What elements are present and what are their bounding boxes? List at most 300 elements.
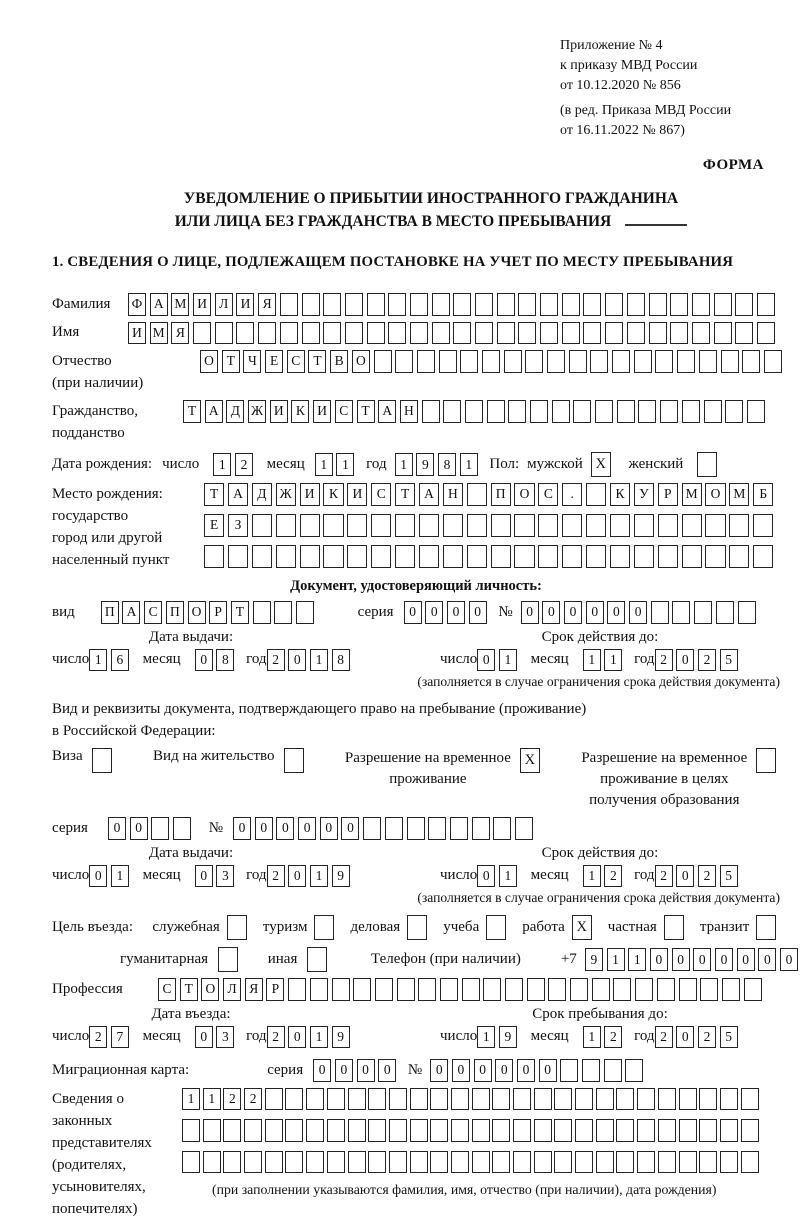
cell[interactable] <box>92 748 112 773</box>
cell[interactable] <box>505 978 523 1001</box>
cell[interactable]: Б <box>753 483 773 506</box>
birth-place-cells-row2[interactable] <box>204 514 777 537</box>
cell[interactable] <box>637 1119 655 1142</box>
cell[interactable]: 2 <box>655 865 673 888</box>
cell[interactable] <box>699 350 717 373</box>
cell[interactable] <box>285 1151 303 1174</box>
cell[interactable] <box>518 293 536 316</box>
cell[interactable]: А <box>122 601 140 624</box>
cell[interactable]: 0 <box>335 1059 353 1082</box>
phone-cells[interactable] <box>585 948 800 971</box>
cell[interactable]: О <box>188 601 206 624</box>
cell[interactable]: Т <box>395 483 415 506</box>
birth-month-cells[interactable] <box>315 453 358 476</box>
cell[interactable]: Р <box>266 978 284 1001</box>
cell[interactable] <box>682 400 700 423</box>
cell[interactable]: А <box>378 400 396 423</box>
cell[interactable]: 0 <box>542 601 560 624</box>
cell[interactable] <box>280 322 298 345</box>
cell[interactable] <box>375 978 393 1001</box>
cell[interactable]: 9 <box>585 948 603 971</box>
cell[interactable] <box>714 322 732 345</box>
cell[interactable]: С <box>287 350 305 373</box>
cell[interactable] <box>649 322 667 345</box>
cell[interactable] <box>276 514 296 537</box>
cell[interactable]: 0 <box>737 948 755 971</box>
cell[interactable] <box>540 293 558 316</box>
stay-series-cells[interactable] <box>108 817 195 840</box>
cell[interactable] <box>582 1059 600 1082</box>
cell[interactable] <box>720 1088 738 1111</box>
cell[interactable] <box>475 322 493 345</box>
surname-cells[interactable] <box>128 293 779 316</box>
cell[interactable] <box>486 915 506 940</box>
cell[interactable] <box>679 1151 697 1174</box>
cell[interactable]: 0 <box>195 649 213 672</box>
cell[interactable]: 1 <box>395 453 413 476</box>
cell[interactable] <box>538 514 558 537</box>
cell[interactable] <box>705 545 725 568</box>
cell[interactable] <box>627 322 645 345</box>
cell[interactable] <box>562 545 582 568</box>
cell[interactable] <box>306 1119 324 1142</box>
cell[interactable] <box>487 400 505 423</box>
cell[interactable] <box>491 514 511 537</box>
cell[interactable]: 1 <box>89 649 107 672</box>
cell[interactable] <box>604 1059 622 1082</box>
cell[interactable] <box>616 1088 634 1111</box>
cell[interactable] <box>432 293 450 316</box>
cell[interactable] <box>440 978 458 1001</box>
cell[interactable] <box>658 514 678 537</box>
cell[interactable] <box>651 601 669 624</box>
cell[interactable] <box>483 978 501 1001</box>
stay-valid-year-cells[interactable] <box>655 865 742 888</box>
valid-day-cells[interactable] <box>477 649 520 672</box>
birth-place-cells-row1[interactable] <box>204 483 777 506</box>
entry-month-cells[interactable] <box>195 1026 238 1049</box>
citizenship-cells[interactable] <box>183 400 769 423</box>
cell[interactable] <box>389 1088 407 1111</box>
cell[interactable] <box>288 978 306 1001</box>
doc-kind-cells[interactable] <box>101 601 318 624</box>
cell[interactable] <box>756 748 776 773</box>
cell[interactable]: Т <box>183 400 201 423</box>
cell[interactable] <box>513 1151 531 1174</box>
cell[interactable] <box>634 350 652 373</box>
cell[interactable] <box>738 601 756 624</box>
cell[interactable]: 0 <box>288 1026 306 1049</box>
cell[interactable] <box>492 1119 510 1142</box>
purpose-transit-checkbox[interactable] <box>756 915 780 940</box>
representatives-cells-row3[interactable] <box>182 1151 761 1174</box>
cell[interactable]: П <box>491 483 511 506</box>
cell[interactable] <box>575 1119 593 1142</box>
cell[interactable] <box>735 293 753 316</box>
cell[interactable] <box>367 322 385 345</box>
cell[interactable] <box>348 1088 366 1111</box>
cell[interactable] <box>492 1088 510 1111</box>
cell[interactable]: 0 <box>298 817 316 840</box>
cell[interactable]: X <box>572 915 592 940</box>
cell[interactable] <box>515 817 533 840</box>
cell[interactable] <box>395 514 415 537</box>
profession-cells[interactable] <box>158 978 765 1001</box>
cell[interactable] <box>513 1119 531 1142</box>
cell[interactable]: 0 <box>629 601 647 624</box>
female-checkbox[interactable] <box>697 452 721 477</box>
cell[interactable] <box>482 350 500 373</box>
cell[interactable] <box>417 350 435 373</box>
cell[interactable]: 6 <box>111 649 129 672</box>
cell[interactable] <box>699 1151 717 1174</box>
cell[interactable] <box>638 400 656 423</box>
cell[interactable] <box>371 545 391 568</box>
doc-series-cells[interactable] <box>404 601 491 624</box>
cell[interactable] <box>306 1151 324 1174</box>
cell[interactable] <box>368 1088 386 1111</box>
cell[interactable]: З <box>228 514 248 537</box>
cell[interactable]: А <box>228 483 248 506</box>
cell[interactable]: 2 <box>698 649 716 672</box>
cell[interactable]: 0 <box>676 1026 694 1049</box>
cell[interactable]: С <box>538 483 558 506</box>
entry-year-cells[interactable] <box>267 1026 354 1049</box>
cell[interactable] <box>720 1151 738 1174</box>
cell[interactable] <box>443 545 463 568</box>
cell[interactable] <box>422 400 440 423</box>
birth-year-cells[interactable] <box>395 453 482 476</box>
cell[interactable]: 0 <box>469 601 487 624</box>
cell[interactable] <box>504 350 522 373</box>
cell[interactable] <box>721 350 739 373</box>
cell[interactable]: X <box>520 748 540 773</box>
cell[interactable]: 0 <box>586 601 604 624</box>
cell[interactable] <box>203 1151 221 1174</box>
given-name-cells[interactable] <box>128 322 779 345</box>
cell[interactable] <box>595 400 613 423</box>
cell[interactable] <box>300 514 320 537</box>
cell[interactable]: Ф <box>128 293 146 316</box>
valid-year-cells[interactable] <box>655 649 742 672</box>
cell[interactable] <box>348 1151 366 1174</box>
cell[interactable]: О <box>201 978 219 1001</box>
cell[interactable] <box>462 978 480 1001</box>
cell[interactable] <box>554 1119 572 1142</box>
cell[interactable] <box>569 350 587 373</box>
cell[interactable]: О <box>514 483 534 506</box>
cell[interactable]: К <box>291 400 309 423</box>
cell[interactable] <box>534 1119 552 1142</box>
purpose-private-checkbox[interactable] <box>664 915 688 940</box>
cell[interactable]: 2 <box>698 865 716 888</box>
cell[interactable]: 0 <box>255 817 273 840</box>
cell[interactable] <box>534 1151 552 1174</box>
cell[interactable] <box>586 545 606 568</box>
purpose-tourism-checkbox[interactable] <box>314 915 338 940</box>
cell[interactable]: Я <box>171 322 189 345</box>
cell[interactable]: 3 <box>216 865 234 888</box>
cell[interactable] <box>714 293 732 316</box>
valid-month-cells[interactable] <box>583 649 626 672</box>
cell[interactable] <box>367 293 385 316</box>
migration-number-cells[interactable] <box>430 1059 647 1082</box>
cell[interactable]: 0 <box>130 817 148 840</box>
cell[interactable] <box>548 978 566 1001</box>
cell[interactable]: 0 <box>477 649 495 672</box>
cell[interactable]: И <box>313 400 331 423</box>
cell[interactable] <box>439 350 457 373</box>
cell[interactable]: 9 <box>416 453 434 476</box>
purpose-study-checkbox[interactable] <box>486 915 510 940</box>
cell[interactable] <box>204 545 224 568</box>
cell[interactable] <box>193 322 211 345</box>
cell[interactable] <box>625 1059 643 1082</box>
cell[interactable] <box>540 322 558 345</box>
cell[interactable]: И <box>270 400 288 423</box>
cell[interactable] <box>612 350 630 373</box>
cell[interactable]: Т <box>204 483 224 506</box>
cell[interactable] <box>410 1151 428 1174</box>
cell[interactable] <box>747 400 765 423</box>
cell[interactable] <box>753 545 773 568</box>
cell[interactable] <box>460 350 478 373</box>
cell[interactable]: 2 <box>655 1026 673 1049</box>
stay-number-cells[interactable] <box>233 817 537 840</box>
cell[interactable] <box>285 1088 303 1111</box>
cell[interactable] <box>547 350 565 373</box>
cell[interactable]: И <box>300 483 320 506</box>
cell[interactable]: 2 <box>604 1026 622 1049</box>
cell[interactable]: М <box>171 293 189 316</box>
cell[interactable]: А <box>150 293 168 316</box>
cell[interactable] <box>430 1119 448 1142</box>
cell[interactable]: 2 <box>267 649 285 672</box>
cell[interactable]: 5 <box>720 649 738 672</box>
cell[interactable]: 1 <box>583 865 601 888</box>
cell[interactable] <box>348 1119 366 1142</box>
cell[interactable]: 0 <box>357 1059 375 1082</box>
cell[interactable] <box>467 545 487 568</box>
cell[interactable]: Т <box>308 350 326 373</box>
cell[interactable] <box>616 1151 634 1174</box>
cell[interactable] <box>741 1151 759 1174</box>
cell[interactable]: 8 <box>216 649 234 672</box>
cell[interactable]: Н <box>443 483 463 506</box>
cell[interactable]: К <box>610 483 630 506</box>
cell[interactable]: Л <box>223 978 241 1001</box>
cell[interactable] <box>679 1088 697 1111</box>
cell[interactable] <box>562 322 580 345</box>
cell[interactable] <box>634 514 654 537</box>
cell[interactable] <box>617 400 635 423</box>
cell[interactable]: 2 <box>235 453 253 476</box>
cell[interactable] <box>363 817 381 840</box>
cell[interactable] <box>735 322 753 345</box>
cell[interactable]: 0 <box>477 865 495 888</box>
cell[interactable]: 2 <box>267 1026 285 1049</box>
purpose-other-checkbox[interactable] <box>307 947 331 972</box>
cell[interactable] <box>300 545 320 568</box>
cell[interactable]: Т <box>180 978 198 1001</box>
cell[interactable] <box>227 915 247 940</box>
cell[interactable]: 0 <box>195 865 213 888</box>
cell[interactable] <box>410 322 428 345</box>
cell[interactable]: 2 <box>244 1088 262 1111</box>
cell[interactable] <box>741 1119 759 1142</box>
cell[interactable]: 0 <box>715 948 733 971</box>
cell[interactable]: 0 <box>676 649 694 672</box>
cell[interactable] <box>764 350 782 373</box>
cell[interactable] <box>679 978 697 1001</box>
cell[interactable]: 9 <box>499 1026 517 1049</box>
cell[interactable] <box>345 322 363 345</box>
cell[interactable] <box>590 350 608 373</box>
cell[interactable] <box>513 1088 531 1111</box>
cell[interactable] <box>465 400 483 423</box>
cell[interactable]: 1 <box>310 649 328 672</box>
cell[interactable] <box>664 915 684 940</box>
cell[interactable]: 0 <box>452 1059 470 1082</box>
cell[interactable]: С <box>158 978 176 1001</box>
migration-series-cells[interactable] <box>313 1059 400 1082</box>
cell[interactable]: И <box>236 293 254 316</box>
cell[interactable] <box>697 452 717 477</box>
cell[interactable] <box>410 1088 428 1111</box>
purpose-humanitarian-checkbox[interactable] <box>218 947 242 972</box>
cell[interactable] <box>635 978 653 1001</box>
cell[interactable] <box>692 293 710 316</box>
cell[interactable]: О <box>705 483 725 506</box>
cell[interactable] <box>265 1119 283 1142</box>
cell[interactable]: Л <box>215 293 233 316</box>
cell[interactable]: 2 <box>655 649 673 672</box>
cell[interactable]: В <box>330 350 348 373</box>
cell[interactable]: Е <box>265 350 283 373</box>
cell[interactable] <box>276 545 296 568</box>
cell[interactable]: 0 <box>474 1059 492 1082</box>
issue-year-cells[interactable] <box>267 649 354 672</box>
cell[interactable] <box>655 350 673 373</box>
cell[interactable] <box>658 1119 676 1142</box>
cell[interactable] <box>274 601 292 624</box>
cell[interactable]: 0 <box>89 865 107 888</box>
cell[interactable] <box>432 322 450 345</box>
cell[interactable] <box>453 293 471 316</box>
cell[interactable] <box>296 601 314 624</box>
cell[interactable]: 2 <box>267 865 285 888</box>
cell[interactable] <box>327 1119 345 1142</box>
cell[interactable] <box>605 293 623 316</box>
cell[interactable] <box>203 1119 221 1142</box>
cell[interactable]: 2 <box>89 1026 107 1049</box>
cell[interactable] <box>508 400 526 423</box>
cell[interactable] <box>634 545 654 568</box>
edu-residence-checkbox[interactable] <box>756 748 780 773</box>
temp-residence-checkbox[interactable] <box>520 748 544 773</box>
cell[interactable] <box>395 350 413 373</box>
cell[interactable]: 0 <box>495 1059 513 1082</box>
cell[interactable] <box>388 322 406 345</box>
issue-month-cells[interactable] <box>195 649 238 672</box>
stay-until-day-cells[interactable] <box>477 1026 520 1049</box>
cell[interactable] <box>389 1151 407 1174</box>
cell[interactable] <box>753 514 773 537</box>
cell[interactable]: 0 <box>693 948 711 971</box>
cell[interactable] <box>223 1151 241 1174</box>
representatives-cells-row1[interactable] <box>182 1088 761 1111</box>
cell[interactable] <box>552 400 570 423</box>
cell[interactable] <box>658 545 678 568</box>
stay-until-year-cells[interactable] <box>655 1026 742 1049</box>
visa-checkbox[interactable] <box>92 748 116 773</box>
cell[interactable] <box>570 978 588 1001</box>
cell[interactable] <box>306 1088 324 1111</box>
cell[interactable]: 2 <box>698 1026 716 1049</box>
cell[interactable] <box>649 293 667 316</box>
cell[interactable] <box>323 293 341 316</box>
cell[interactable] <box>757 322 775 345</box>
cell[interactable]: 0 <box>288 649 306 672</box>
cell[interactable] <box>530 400 548 423</box>
cell[interactable]: 1 <box>477 1026 495 1049</box>
cell[interactable]: И <box>128 322 146 345</box>
cell[interactable]: 1 <box>499 865 517 888</box>
cell[interactable]: X <box>591 452 611 477</box>
cell[interactable] <box>472 1151 490 1174</box>
cell[interactable] <box>692 322 710 345</box>
cell[interactable] <box>302 293 320 316</box>
stay-issue-year-cells[interactable] <box>267 865 354 888</box>
cell[interactable]: Ж <box>276 483 296 506</box>
cell[interactable]: . <box>562 483 582 506</box>
cell[interactable]: М <box>682 483 702 506</box>
cell[interactable]: 8 <box>438 453 456 476</box>
cell[interactable] <box>610 514 630 537</box>
cell[interactable] <box>323 514 343 537</box>
cell[interactable]: 0 <box>288 865 306 888</box>
cell[interactable]: 0 <box>539 1059 557 1082</box>
cell[interactable] <box>514 545 534 568</box>
cell[interactable] <box>575 1088 593 1111</box>
cell[interactable]: 0 <box>517 1059 535 1082</box>
cell[interactable]: 1 <box>628 948 646 971</box>
cell[interactable] <box>493 817 511 840</box>
purpose-work-checkbox[interactable] <box>572 915 596 940</box>
cell[interactable]: О <box>352 350 370 373</box>
cell[interactable] <box>228 545 248 568</box>
cell[interactable]: С <box>144 601 162 624</box>
cell[interactable] <box>583 293 601 316</box>
cell[interactable] <box>265 1088 283 1111</box>
cell[interactable] <box>310 978 328 1001</box>
cell[interactable] <box>284 748 304 773</box>
cell[interactable]: 0 <box>320 817 338 840</box>
cell[interactable] <box>658 1088 676 1111</box>
cell[interactable]: 0 <box>676 865 694 888</box>
cell[interactable] <box>554 1151 572 1174</box>
cell[interactable] <box>554 1088 572 1111</box>
cell[interactable] <box>744 978 762 1001</box>
cell[interactable] <box>410 1119 428 1142</box>
cell[interactable] <box>236 322 254 345</box>
cell[interactable]: 0 <box>233 817 251 840</box>
cell[interactable]: П <box>166 601 184 624</box>
representatives-cells-row2[interactable] <box>182 1119 761 1142</box>
cell[interactable] <box>679 1119 697 1142</box>
cell[interactable] <box>518 322 536 345</box>
cell[interactable]: 0 <box>276 817 294 840</box>
